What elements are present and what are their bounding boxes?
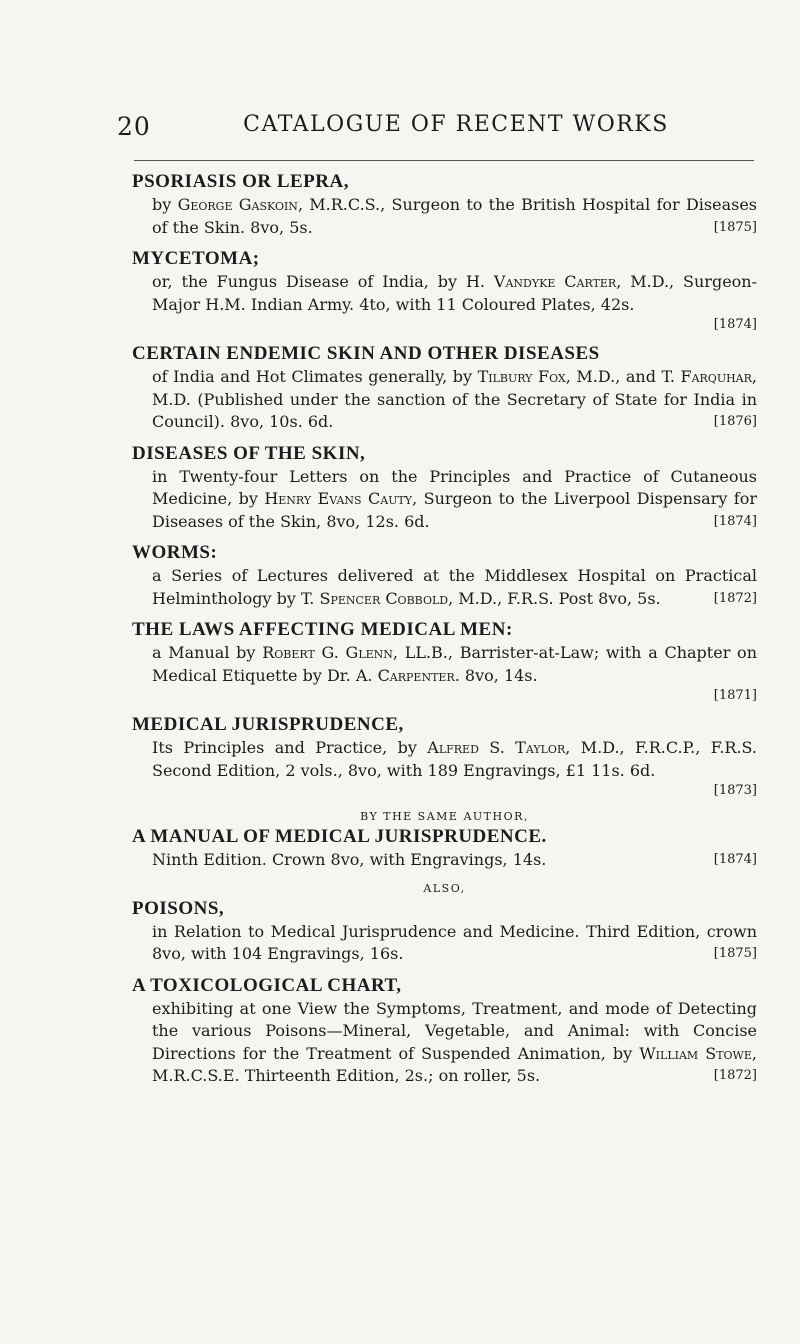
entry-year: [1873] <box>713 783 757 798</box>
entry-year: [1874] <box>713 513 757 529</box>
catalogue-entry <box>132 442 757 534</box>
entry-title: CERTAIN ENDEMIC SKIN AND OTHER DISEASES <box>132 343 600 364</box>
author-name: George Gaskoin <box>177 195 298 214</box>
author-name: William Stowe <box>639 1043 752 1063</box>
entry-description: exhibiting at one View the Symptoms, Treatment, and mode of Detecting the various Poisons—Mineral, Vegetable, and Animal: with Concise Directions for the Treatment of Suspended Animation, by William Stowe, M.R.C.S.E. Thirteenth Edition, 2s.; on roller, 5s. [1872] <box>152 998 757 1085</box>
page-header <box>0 112 800 152</box>
catalogue-entry <box>132 810 757 872</box>
entry-title: A MANUAL OF MEDICAL JURISPRUDENCE. <box>132 826 547 847</box>
catalogue-entry <box>132 882 757 966</box>
author-name: Alfred S. Taylor <box>427 738 566 757</box>
section-subhead: BY THE SAME AUTHOR, <box>360 810 529 823</box>
entry-description: Ninth Edition. Crown 8vo, with Engravings, 14s. [1874] <box>152 850 757 869</box>
author-name: Robert G. Glenn <box>262 643 393 662</box>
header-rule <box>134 160 754 161</box>
entry-description: a Series of Lectures delivered at the Middlesex Hospital on Practical Helminthology by T. Spencer Cobbold, M.D., F.R.S. Post 8vo, 5s. [1872] <box>152 566 757 608</box>
entry-title: PSORIASIS OR LEPRA, <box>132 171 349 192</box>
entry-description: of India and Hot Climates generally, by Tilbury Fox, M.D., and T. Farquhar, M.D. (Published under the sanction of the Secretary of State for India in Council). 8vo, 10s. 6d. [1876] <box>152 367 757 431</box>
catalogue-entry <box>132 713 757 800</box>
entry-year: [1874] <box>713 852 757 867</box>
section-subhead: ALSO, <box>423 881 466 895</box>
entry-title: WORMS: <box>132 542 218 563</box>
author-name: Farquhar <box>680 367 752 386</box>
entry-description: Its Principles and Practice, by Alfred S. Taylor, M.D., F.R.C.P., F.R.S. Second Edition, 2 vols., 8vo, with 189 Engravings, £1 11s. 6d. <box>152 738 758 780</box>
author-name: Henry Evans Cauty <box>264 489 413 508</box>
entry-description: in Twenty-four Letters on the Principles and Practice of Cutaneous Medicine, by Henry Evans Cauty, Surgeon to the Liverpool Dispensary for Diseases of the Skin, 8vo, 12s. 6d. [1874] <box>152 466 757 531</box>
entry-title: MEDICAL JURISPRUDENCE, <box>132 714 404 735</box>
entry-description: by George Gaskoin, M.R.C.S., Surgeon to the British Hospital for Diseases of the Skin. 8vo, 5s. [1875] <box>152 195 758 237</box>
catalogue-entry <box>132 247 757 334</box>
entry-title: THE LAWS AFFECTING MEDICAL MEN: <box>132 619 513 640</box>
catalogue-list <box>132 170 757 1096</box>
entry-year: [1875] <box>713 946 757 961</box>
author-name: Spencer Cobbold <box>319 588 449 608</box>
entry-title: POISONS, <box>132 897 225 919</box>
author-name: Carpenter <box>377 665 455 685</box>
entry-year: [1874] <box>713 317 757 332</box>
entry-title: A TOXICOLOGICAL CHART, <box>132 974 402 996</box>
entry-year: [1876] <box>713 414 757 429</box>
catalogue-entry <box>132 618 757 705</box>
entry-description: or, the Fungus Disease of India, by H. Vandyke Carter, M.D., Surgeon-Major H.M. Indian Army. 4to, with 11 Coloured Plates, 42s. <box>152 272 757 314</box>
page-number: 20 <box>117 112 151 141</box>
catalogue-entry <box>132 342 757 434</box>
entry-description: a Manual by Robert G. Glenn, LL.B., Barrister-at-Law; with a Chapter on Medical Etiquette by Dr. A. Carpenter. 8vo, 14s. <box>152 643 757 685</box>
author-name: Tilbury Fox <box>477 367 566 386</box>
catalogue-entry <box>132 170 757 239</box>
running-head: CATALOGUE OF RECENT WORKS <box>243 112 669 137</box>
entry-year: [1872] <box>713 1068 757 1083</box>
entry-year: [1875] <box>713 219 757 235</box>
catalogue-entry <box>132 541 757 610</box>
entry-title: DISEASES OF THE SKIN, <box>132 442 366 464</box>
entry-title: MYCETOMA; <box>132 248 260 269</box>
author-name: Vandyke Carter <box>493 272 617 291</box>
entry-year: [1872] <box>713 590 757 606</box>
entry-year: [1871] <box>713 688 757 703</box>
entry-description: in Relation to Medical Jurisprudence and Medicine. Third Edition, crown 8vo, with 104 Engravings, 16s. [1875] <box>152 921 757 963</box>
catalogue-entry <box>132 974 757 1088</box>
